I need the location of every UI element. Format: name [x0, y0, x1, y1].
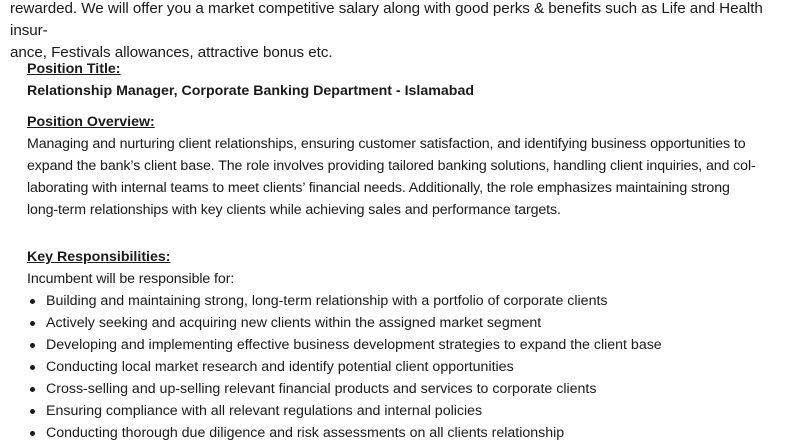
- key-responsibilities-section: [27, 246, 787, 444]
- list-item: Cross-selling and up-selling relevant financial products and services to corporate clients: [27, 378, 787, 400]
- list-item: Ensuring compliance with all relevant regulations and internal policies: [27, 400, 787, 422]
- list-item: Developing and implementing effective business development strategies to expand the client base: [27, 334, 787, 356]
- position-title-heading: Position Title:: [27, 61, 121, 77]
- overview-line-4: long-term relationships with key clients while achieving sales and performance targets.: [27, 202, 561, 218]
- responsibilities-list: [27, 290, 787, 444]
- overview-line-2: expand the bank’s client base. The role involves providing tailored banking solutions, handling client inquiries, and col-: [27, 158, 756, 174]
- list-item: Conducting thorough due diligence and risk assessments on all clients relationship: [27, 422, 787, 444]
- position-title-value: Relationship Manager, Corporate Banking Department - Islamabad: [27, 83, 474, 99]
- overview-line-3: laborating with internal teams to meet clients’ financial needs. Additionally, the role emphasizes maintaining strong: [27, 180, 730, 196]
- key-responsibilities-heading: Key Responsibilities:: [27, 249, 171, 265]
- position-overview-section: [27, 111, 787, 221]
- intro-paragraph: [10, 0, 790, 64]
- list-item: Actively seeking and acquiring new clients within the assigned market segment: [27, 312, 787, 334]
- intro-line-2: ance, Festivals allowances, attractive bonus etc.: [10, 44, 333, 61]
- position-overview-heading: Position Overview:: [27, 114, 155, 130]
- responsibilities-intro: Incumbent will be responsible for:: [27, 271, 235, 287]
- overview-line-1: Managing and nurturing client relationships, ensuring customer satisfaction, and identifying business opportunities to: [27, 136, 746, 152]
- position-title-section: [27, 58, 787, 102]
- list-item: Building and maintaining strong, long-term relationship with a portfolio of corporate clients: [27, 290, 787, 312]
- intro-line-1: rewarded. We will offer you a market competitive salary along with good perks & benefits such as Life and Health insur-: [10, 0, 763, 39]
- list-item: Conducting local market research and identify potential client opportunities: [27, 356, 787, 378]
